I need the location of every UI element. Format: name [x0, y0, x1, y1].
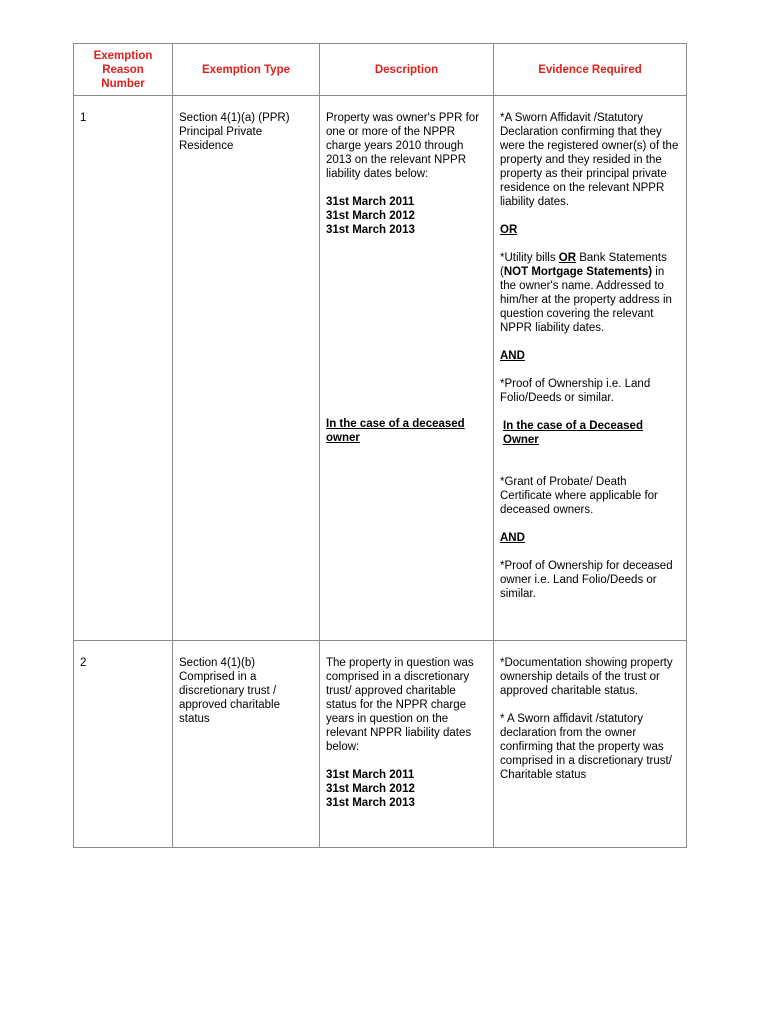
row1-date: 31st March 2013: [326, 224, 415, 236]
row1-number: 1: [80, 112, 87, 124]
row1-type-cell: [173, 96, 320, 641]
utility-not-mortgage: NOT Mortgage Statements): [503, 266, 653, 278]
row1-evidence-affidavit: *A Sworn Affidavit /Statutory Declaration confirming that they were the registered owner(s) of the property and they resided in the property as their principal private residence on the relevant NPPR liability dates.: [500, 112, 679, 208]
row2-description-cell: [320, 641, 494, 848]
row1-and-label-1: AND: [500, 350, 525, 362]
row2-evidence-documentation: *Documentation showing property ownership details of the trust or approved charitable status.: [500, 657, 673, 697]
header-exemption-type: Exemption Type: [173, 44, 320, 96]
row2-type-cell: [173, 641, 320, 848]
row1-deceased-heading-evidence: In the case of a Deceased Owner: [503, 420, 643, 446]
row1-number-cell: [74, 96, 173, 641]
row1-evidence-cell: [494, 96, 687, 641]
row2-date: 31st March 2013: [326, 797, 415, 809]
table-header-row: [74, 44, 687, 96]
row2-dates: [326, 768, 487, 810]
row1-proof-ownership-deceased: *Proof of Ownership for deceased owner i.e. Land Folio/Deeds or similar.: [500, 560, 673, 600]
utility-text-part1: *Utility bills: [500, 252, 559, 264]
header-exemption-number: Exemption Reason Number: [74, 44, 173, 96]
row1-type: Section 4(1)(a) (PPR) Principal Private Residence: [179, 112, 290, 152]
row2-type: Section 4(1)(b) Comprised in a discretionary trust / approved charitable status: [179, 657, 281, 725]
row2-number-cell: [74, 641, 173, 848]
row1-dates: [326, 195, 487, 237]
row2-evidence-affidavit: * A Sworn affidavit /statutory declaration from the owner confirming that the property was comprised in a discretionary trust/ Charitable status: [500, 713, 672, 781]
row1-description-text: Property was owner's PPR for one or more of the NPPR charge years 2010 through 2013 on the relevant NPPR liability dates below:: [326, 112, 480, 180]
exemptions-table: [73, 43, 687, 848]
row1-and-label-2: AND: [500, 532, 525, 544]
row1-or-label: OR: [500, 224, 518, 236]
row2-number: 2: [80, 657, 87, 669]
header-description: Description: [320, 44, 494, 96]
row2-date: 31st March 2011: [326, 769, 415, 781]
table-row: [74, 96, 687, 641]
row1-deceased-heading: In the case of a deceased owner: [326, 418, 465, 444]
row1-date: 31st March 2012: [326, 210, 415, 222]
header-evidence-required: Evidence Required: [494, 44, 687, 96]
row2-date: 31st March 2012: [326, 783, 415, 795]
row1-grant-probate: *Grant of Probate/ Death Certificate where applicable for deceased owners.: [500, 476, 658, 516]
row2-evidence-cell: [494, 641, 687, 848]
row1-evidence-utility: [500, 251, 680, 335]
row2-description-text: The property in question was comprised in a discretionary trust/ approved charitable status for the NPPR charge years in question on the relevant NPPR liability dates below:: [326, 657, 474, 753]
utility-text-part2: Bank Statements (: [500, 252, 667, 278]
row1-date: 31st March 2011: [326, 196, 415, 208]
row1-description-cell: [320, 96, 494, 641]
row1-proof-ownership: *Proof of Ownership i.e. Land Folio/Deeds or similar.: [500, 378, 651, 404]
utility-or-emphasis: OR: [558, 252, 577, 264]
utility-text-part3: in the owner's name. Addressed to him/her at the property address in question covering the relevant NPPR liability dates.: [500, 266, 672, 334]
table-row: [74, 641, 687, 848]
